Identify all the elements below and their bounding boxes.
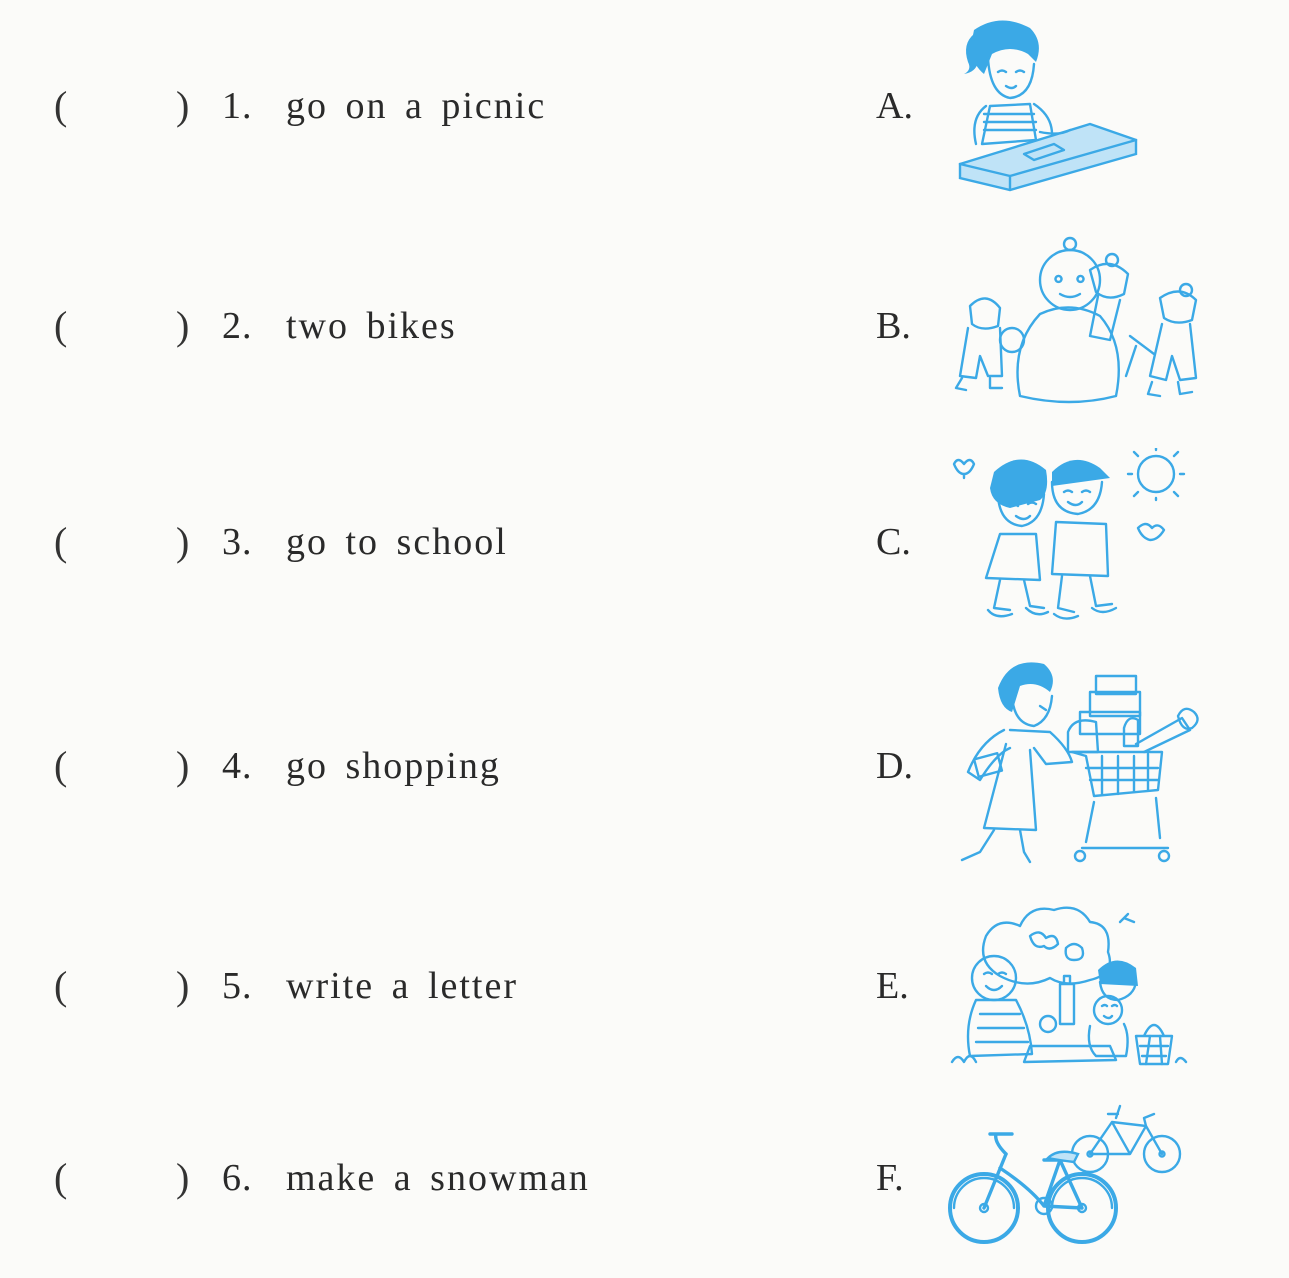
item-phrase: go on a picnic [286,85,547,127]
close-paren: ) [176,519,190,564]
option-letter-b: B. [876,305,911,347]
item-phrase: write a letter [286,965,519,1007]
option-letter-a: A. [876,85,913,127]
item-number: 5. [222,965,253,1007]
item-number: 1. [222,85,253,127]
open-paren: ( [54,1155,68,1200]
item-number: 6. [222,1157,253,1199]
open-paren: ( [54,519,68,564]
close-paren: ) [176,963,190,1008]
children-walking-to-school-icon [940,448,1202,632]
item-number: 2. [222,305,253,347]
open-paren: ( [54,743,68,788]
item-number: 4. [222,745,253,787]
option-letter-c: C. [876,521,911,563]
open-paren: ( [54,303,68,348]
close-paren: ) [176,1155,190,1200]
answer-blank-5[interactable] [80,968,170,1004]
item-phrase: two bikes [286,305,457,347]
item-phrase: go to school [286,521,508,563]
girl-writing-at-desk-icon [940,14,1140,194]
answer-blank-6[interactable] [80,1160,170,1196]
close-paren: ) [176,83,190,128]
item-phrase: make a snowman [286,1157,590,1199]
woman-with-shopping-cart-icon [940,652,1202,866]
family-picnic-icon [940,896,1202,1072]
option-letter-e: E. [876,965,909,1007]
answer-blank-3[interactable] [80,524,170,560]
two-bicycles-icon [940,1098,1202,1250]
open-paren: ( [54,963,68,1008]
children-building-snowman-icon [940,236,1202,416]
answer-blank-1[interactable] [80,88,170,124]
close-paren: ) [176,743,190,788]
open-paren: ( [54,83,68,128]
item-number: 3. [222,521,253,563]
option-letter-f: F. [876,1157,904,1199]
option-letter-d: D. [876,745,913,787]
answer-blank-2[interactable] [80,308,170,344]
answer-blank-4[interactable] [80,748,170,784]
close-paren: ) [176,303,190,348]
item-phrase: go shopping [286,745,501,787]
